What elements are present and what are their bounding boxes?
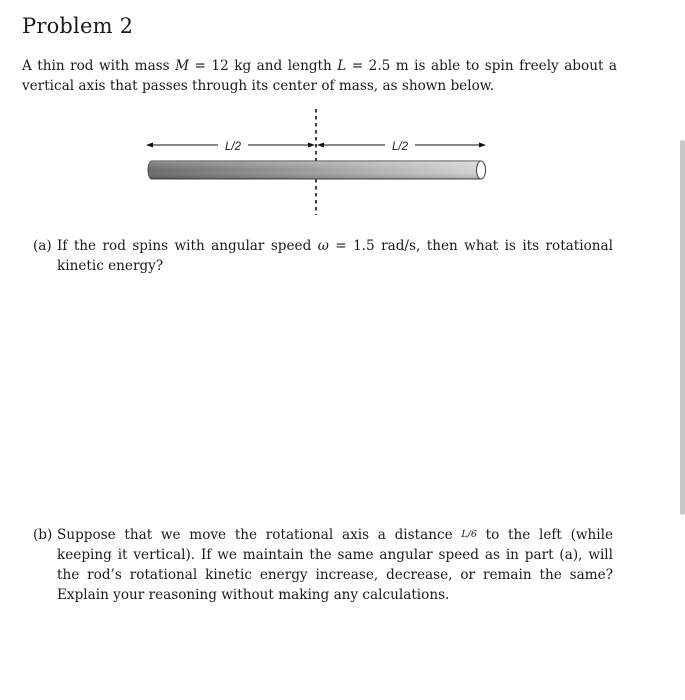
problem-title: Problem 2 [22, 14, 134, 38]
problem-statement: A thin rod with mass M = 12 kg and length L = 2.5 m is able to spin freely about a vertical axis that passes through its center of mass, as shown below. [22, 58, 618, 94]
omega-value: = 1.5 rad/s [328, 238, 416, 254]
rod-diagram [140, 105, 500, 220]
vertical-scrollbar[interactable] [680, 140, 685, 515]
part-b [33, 525, 613, 605]
length-value: = 2.5 m [346, 58, 409, 74]
mass-symbol: M [175, 58, 190, 74]
length-symbol: L [337, 58, 347, 74]
left-half-length-label: L/2 [225, 141, 241, 153]
part-a-question: If the rod spins with angular speed ω = 1.5 rad/s, then what is its rotational kinetic energy? [57, 238, 613, 274]
mass-value: = 12 kg [189, 58, 252, 74]
right-half-length-label: L/2 [392, 141, 408, 153]
omega-symbol: ω [317, 238, 329, 254]
part-a-label: (a) [33, 238, 52, 254]
sixth-length-fraction: L/6 [461, 529, 477, 540]
part-b-label: (b) [33, 527, 53, 543]
part-b-question: Suppose that we move the rotational axis a distance L/6 to the left (while keeping it vertical). If we maintain the same angular speed as in part (a), will the rod’s rotational kinetic energy increase, decrease, or remain the same? Explain your reasoning without making any calculations. [57, 527, 614, 603]
part-a [33, 236, 613, 276]
rod [148, 161, 486, 179]
